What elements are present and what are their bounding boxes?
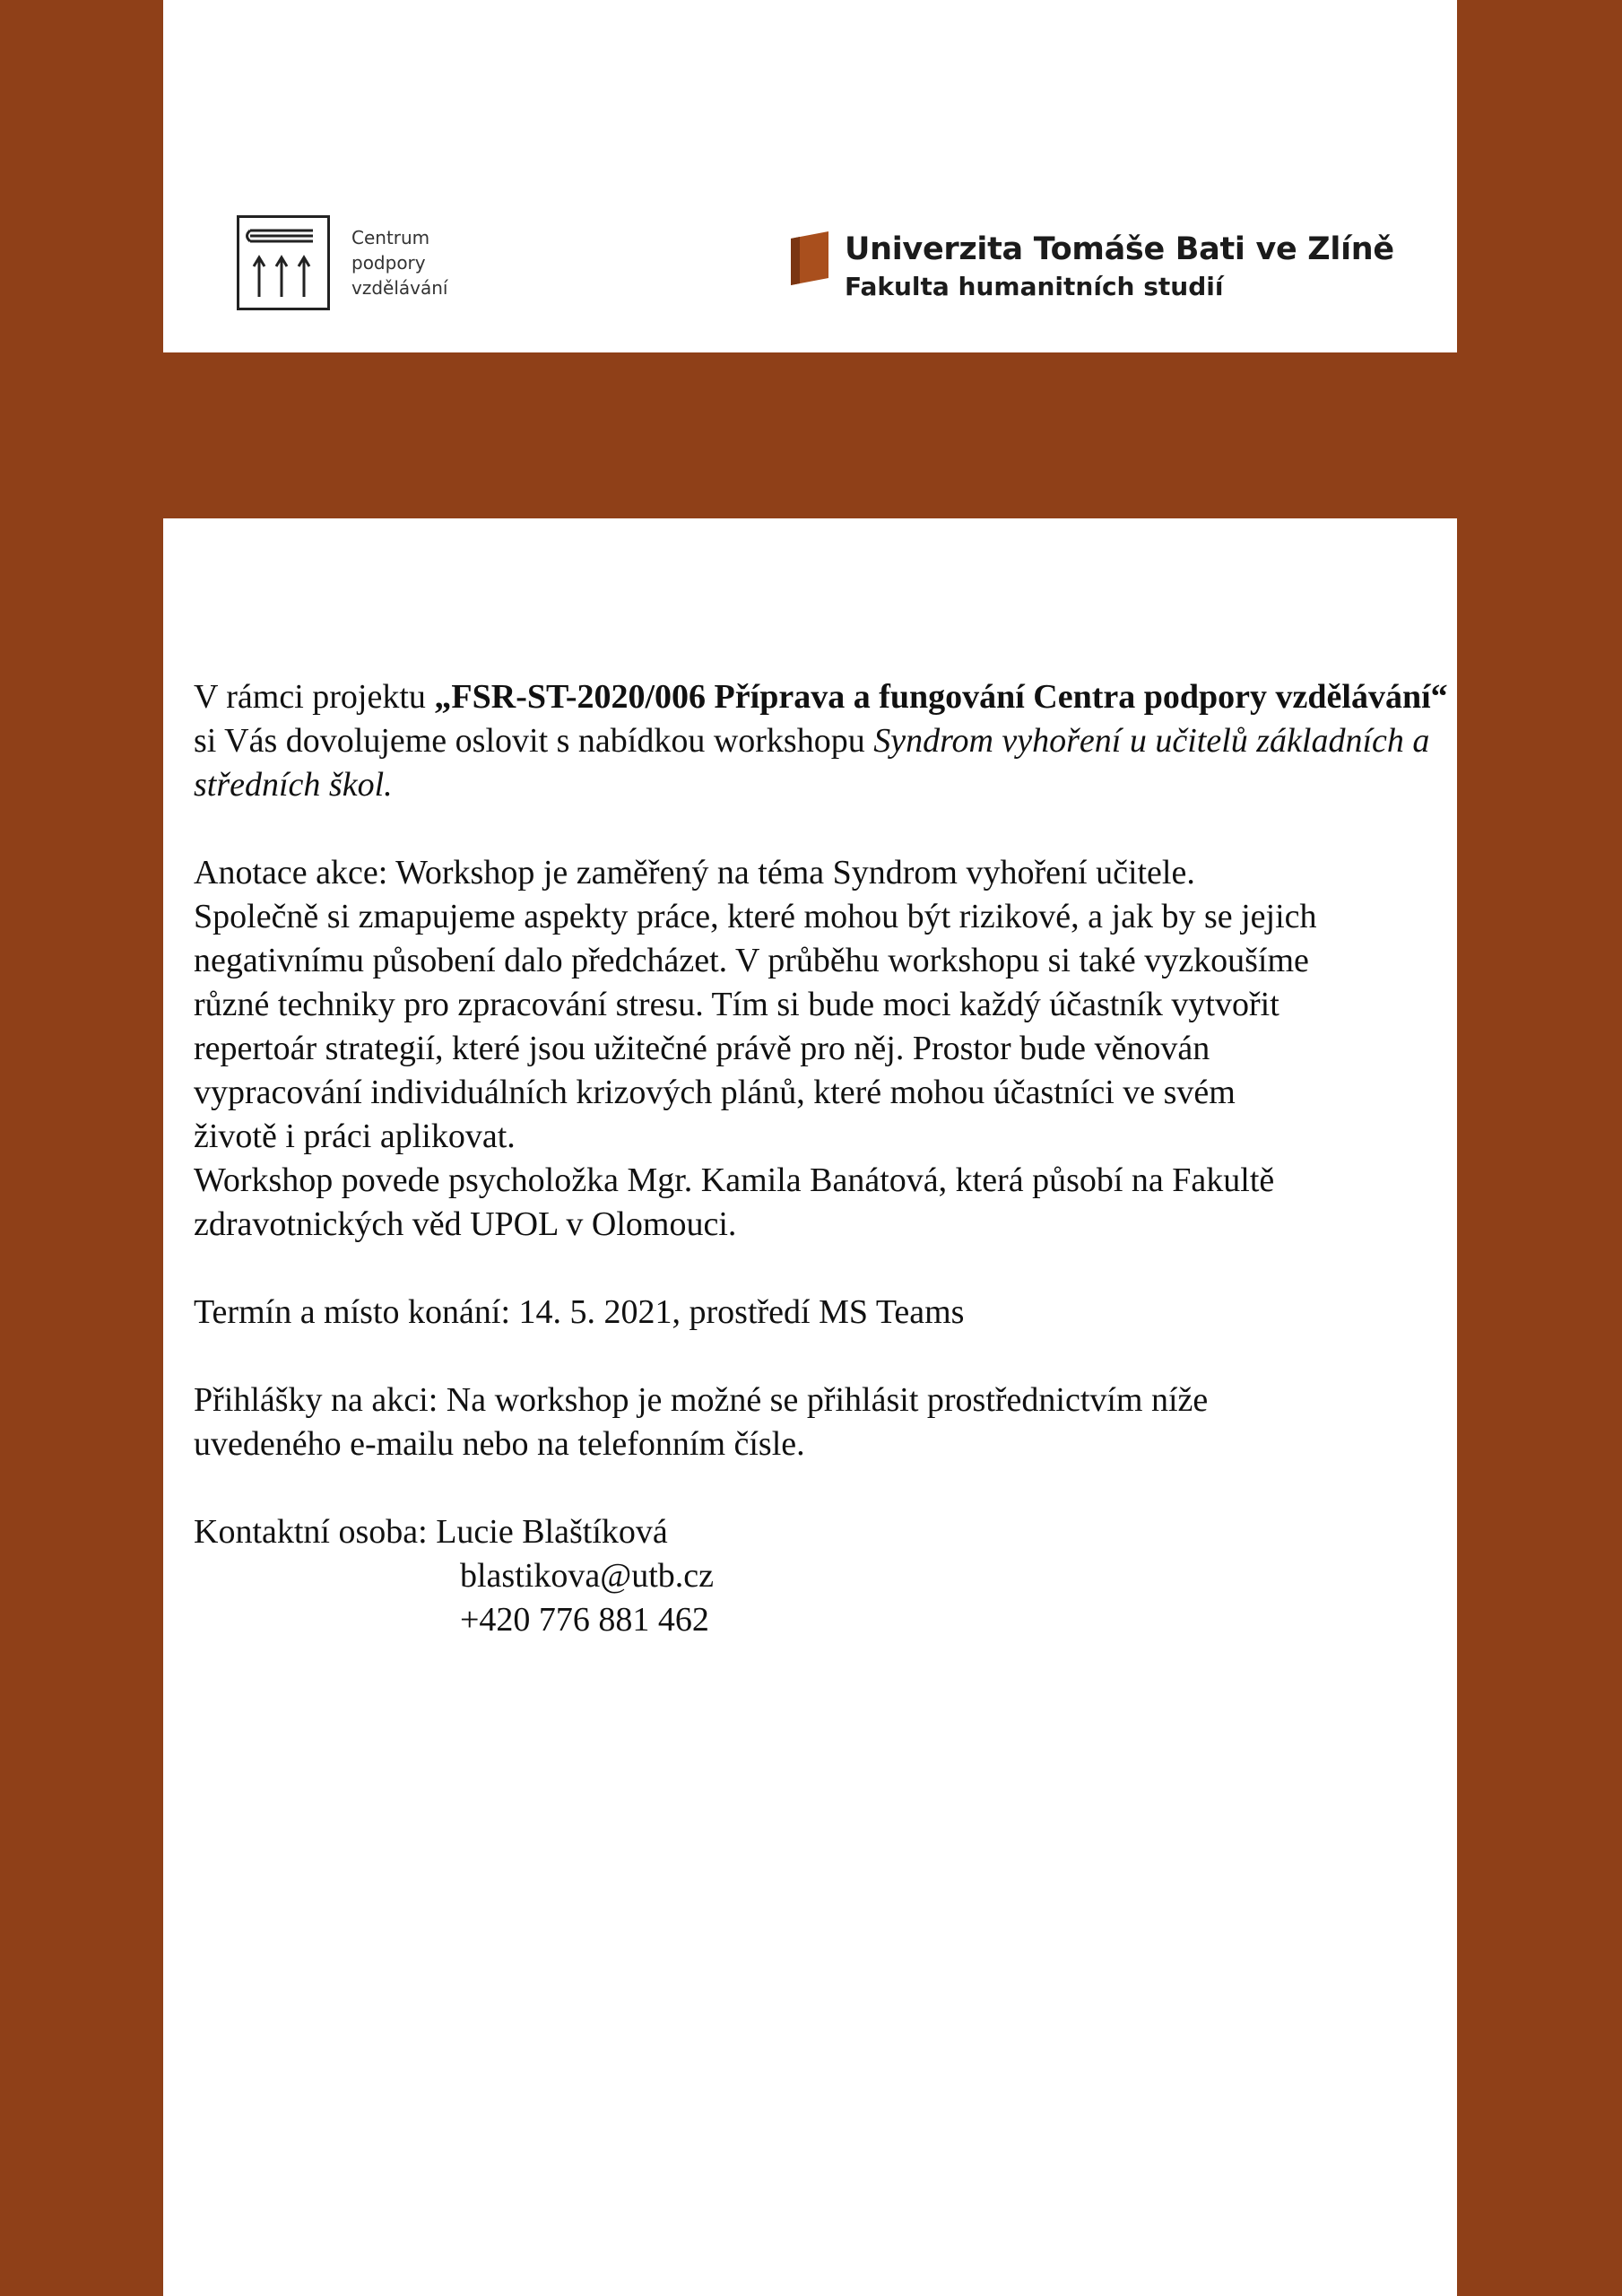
annotation-paragraph	[194, 851, 1458, 1247]
annotation-line: životě i práci aplikovat.	[194, 1118, 516, 1155]
annotation-line: vypracování individuálních krizových plánů, které mohou účastníci ve svém	[194, 1074, 1236, 1111]
annotation-line: negativnímu působení dalo předcházet. V průběhu workshopu si také vyzkoušíme	[194, 942, 1309, 979]
utb-logo	[791, 231, 1394, 303]
middle-brown-band	[0, 352, 1622, 518]
annotation-line: Společně si zmapujeme aspekty práce, které mohou být rizikové, a jak by se jejich	[194, 898, 1317, 935]
annotation-line: Anotace akce: Workshop je zaměřený na téma Syndrom vyhoření učitele.	[194, 854, 1195, 891]
centrum-logo-line: podpory	[351, 252, 426, 274]
centrum-logo-line: Centrum	[351, 227, 430, 248]
intro-middle: si Vás dovolujeme oslovit s nabídkou workshopu	[194, 722, 874, 760]
right-brown-band	[1457, 0, 1622, 2296]
utb-book-icon	[791, 231, 828, 285]
centrum-logo-line: vzdělávání	[351, 277, 448, 299]
contact-block	[194, 1510, 1458, 1642]
left-brown-band	[0, 0, 163, 2296]
project-name: „FSR-ST-2020/006 Příprava a fungování Centra podpory vzdělávání“	[434, 678, 1448, 716]
registration-line: uvedeného e-mailu nebo na telefonním čísle.	[194, 1425, 805, 1463]
intro-paragraph	[194, 675, 1458, 807]
book-arrows-icon	[237, 215, 330, 310]
date-place: Termín a místo konání: 14. 5. 2021, prostředí MS Teams	[194, 1293, 965, 1331]
contact-phone: +420 776 881 462	[460, 1601, 709, 1639]
intro-prefix: V rámci projektu	[194, 678, 435, 716]
faculty-name: Fakulta humanitních studií	[845, 272, 1224, 301]
contact-label: Kontaktní osoba:	[194, 1513, 437, 1551]
lecturer-line: zdravotnických věd UPOL v Olomouci.	[194, 1205, 737, 1243]
document-body	[163, 518, 1457, 2296]
workshop-title: Syndrom vyhoření u učitelů základních a středních škol.	[194, 722, 1430, 804]
document-text	[194, 675, 1458, 1642]
letterhead	[163, 0, 1457, 352]
university-name: Univerzita Tomáše Bati ve Zlíně	[845, 231, 1394, 267]
contact-email: blastikova@utb.cz	[460, 1557, 714, 1595]
registration-line: Přihlášky na akci: Na workshop je možné se přihlásit prostřednictvím níže	[194, 1381, 1209, 1419]
centrum-logo-text	[351, 225, 447, 300]
contact-name: Lucie Blaštíková	[436, 1513, 668, 1551]
registration-paragraph	[194, 1378, 1458, 1466]
lecturer-line: Workshop povede psycholožka Mgr. Kamila Banátová, která působí na Fakultě	[194, 1161, 1275, 1199]
annotation-line: různé techniky pro zpracování stresu. Tím si bude moci každý účastník vytvořit	[194, 986, 1279, 1023]
centrum-podpory-logo	[237, 215, 447, 310]
annotation-line: repertoár strategií, které jsou užitečné právě pro něj. Prostor bude věnován	[194, 1030, 1210, 1067]
